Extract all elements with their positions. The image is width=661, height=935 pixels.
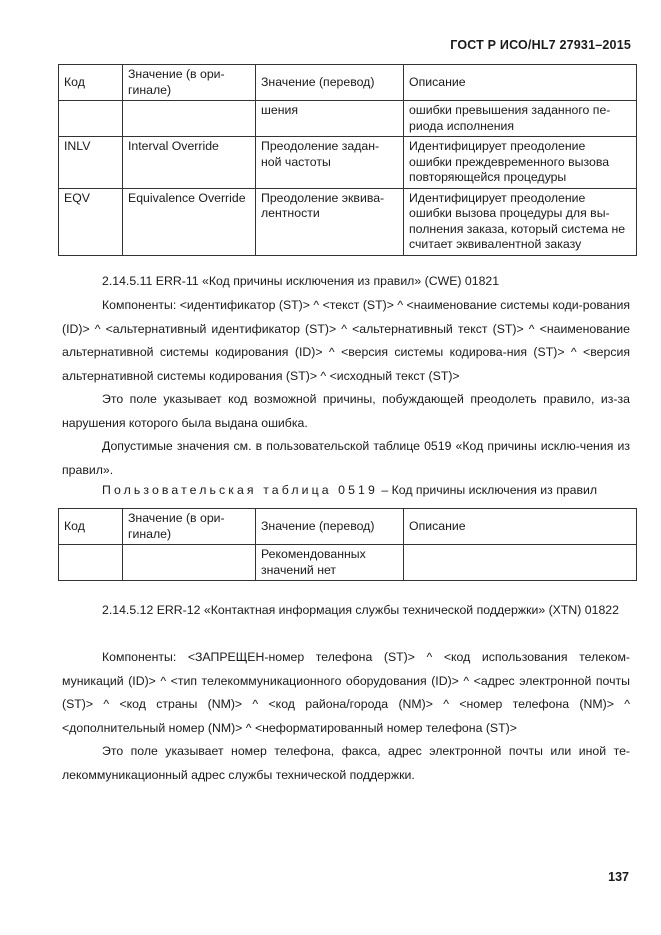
section-heading-err11: 2.14.5.11 ERR-11 «Код причины исключения из правил» (CWE) 01821: [102, 274, 500, 288]
page-number: 137: [608, 870, 629, 884]
header-original: Значение (в ори-гиналe): [123, 509, 256, 545]
err11-components: Компоненты: <идентификатор (ST)> ^ <текст (ST)> ^ <наименование системы коди-рования (ID)> ^ <альтернативный идентификатор (ST)> ^ <альтернативный текст (ST)> ^ <наименование альтернативной системы кодирования (ID)> ^ <версия системы кодирова-ния (ST)> ^ <версия альтернативной системы кодирования (ST)> ^ <исходный текст (ST)>: [62, 298, 630, 383]
document-header: ГОСТ Р ИСО/HL7 27931–2015: [450, 38, 631, 52]
header-description: Описание: [404, 65, 637, 101]
table-row: [59, 188, 637, 255]
table-caption: [102, 480, 597, 500]
header-original: Значение (в ори-гиналe): [123, 65, 256, 101]
table-header-row: [59, 65, 637, 101]
err11-allowed-values: Допустимые значения см. в пользовательской таблице 0519 «Код причины исклю-чения из правил».: [62, 439, 630, 477]
codes-table-continued: [58, 64, 637, 256]
table-row: [59, 545, 637, 581]
cell-original: Interval Override: [123, 137, 256, 189]
cell-description: Идентифицирует преодоление ошибки преждевременного вызова повторяющейся процедуры: [404, 137, 637, 189]
cell-translation: Преодоление задан-ной частоты: [256, 137, 404, 189]
user-table-0519: [58, 508, 637, 581]
cell-description: [404, 545, 637, 581]
table-header-row: [59, 509, 637, 545]
header-code: Код: [59, 509, 123, 545]
cell-code: [59, 545, 123, 581]
cell-code: INLV: [59, 137, 123, 189]
err12-components: Компоненты: <ЗАПРЕЩЕН-номер телефона (ST)> ^ <код использования телеком-муникаций (ID)> ^ <тип телекоммуникационного оборудования (ID)> ^ <адрес электронной почты (ST)> ^ <код страны (NM)> ^ <код района/города (NM)> ^ <номер телефона (NM)> ^ <дополнительный номер (NM)> ^ <неформатированный номер телефона (ST)>: [62, 650, 630, 735]
cell-description: ошибки превышения заданного пе-риода исполнения: [404, 101, 637, 137]
caption-table-title: – Код причины исключения из правил: [377, 483, 598, 497]
table-row: [59, 137, 637, 189]
table-row: [59, 101, 637, 137]
cell-code: EQV: [59, 188, 123, 255]
cell-translation: шения: [256, 101, 404, 137]
header-translation: Значение (перевод): [256, 509, 404, 545]
cell-original: [123, 101, 256, 137]
err12-description: Это поле указывает номер телефона, факса, адрес электронной почты или иной те-лекоммуникационный адрес службы технической поддержки.: [62, 744, 630, 782]
caption-table-name: Пользовательская таблица 0519: [102, 483, 378, 497]
cell-translation: Преодоление эквива-лентности: [256, 188, 404, 255]
section-heading-err12: 2.14.5.12 ERR-12 «Контактная информация службы технической поддержки» (XTN) 01822: [102, 603, 619, 617]
cell-original: [123, 545, 256, 581]
cell-original: Equivalence Override: [123, 188, 256, 255]
cell-description: Идентифицирует преодоление ошибки вызова процедуры для вы-полнения заказа, который система не считает эквивалентной заказу: [404, 188, 637, 255]
cell-code: [59, 101, 123, 137]
header-description: Описание: [404, 509, 637, 545]
cell-translation: Рекомендованных значений нет: [256, 545, 404, 581]
header-code: Код: [59, 65, 123, 101]
header-translation: Значение (перевод): [256, 65, 404, 101]
err11-description: Это поле указывает код возможной причины, побуждающей преодолеть правило, из-за нарушения которого была выдана ошибка.: [62, 392, 630, 430]
